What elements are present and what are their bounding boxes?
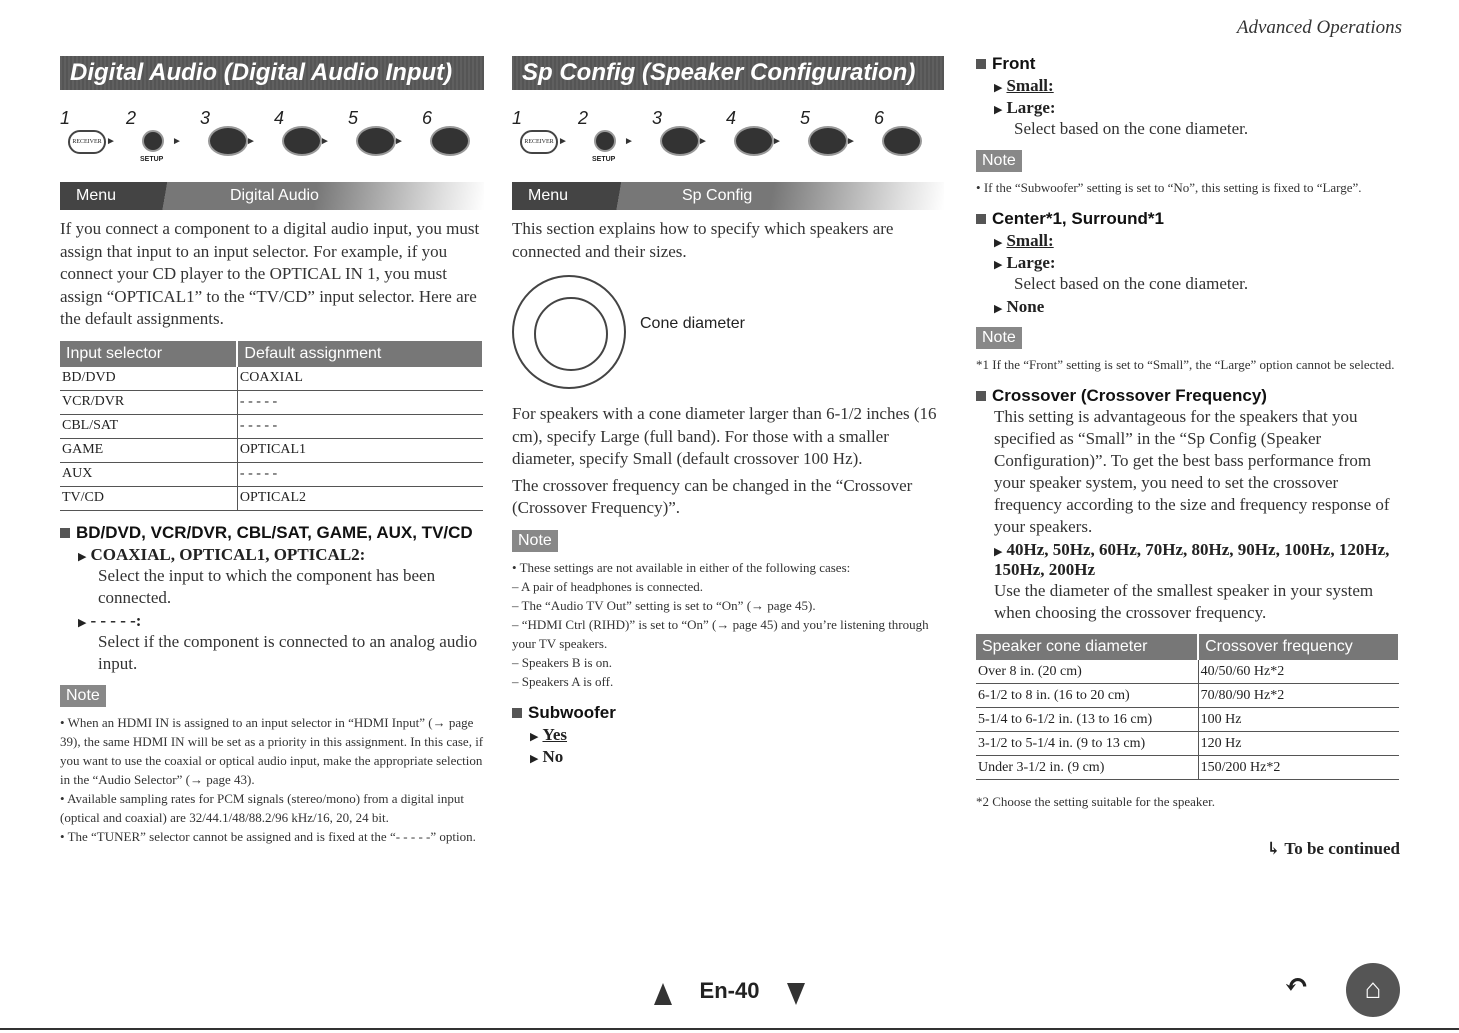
notes-list [512, 558, 944, 691]
table-cell: - - - - - [237, 462, 483, 486]
arrow-icon: ► [624, 136, 634, 147]
step-number: 3 [652, 108, 663, 128]
enter-button-icon [282, 126, 322, 156]
cursor-button-icon [660, 126, 700, 156]
option-item: ▶ Small: [994, 231, 1054, 250]
note-label: Note [60, 685, 106, 707]
previous-page-icon[interactable] [654, 983, 672, 1005]
table-cell: COAXIAL [237, 367, 483, 391]
step-sequence [512, 108, 944, 168]
setup-button-icon [594, 130, 616, 152]
table-cell: OPTICAL2 [237, 486, 483, 510]
step-1 [512, 108, 572, 168]
cursor-button-icon [808, 126, 848, 156]
step-number: 3 [200, 108, 211, 128]
arrow-icon: ► [394, 136, 404, 147]
step-5 [800, 108, 860, 168]
arrow-icon: ► [772, 136, 782, 147]
table-cell: AUX [60, 462, 237, 486]
square-bullet-icon [976, 214, 986, 224]
note-label: Note [976, 150, 1022, 172]
step-number: 6 [422, 108, 433, 128]
menu-label: Menu [528, 187, 569, 204]
page-divider [0, 1028, 1459, 1030]
column-speaker-options [976, 56, 1400, 859]
step-number: 5 [800, 108, 811, 128]
arrow-icon: ► [846, 136, 856, 147]
page-section-title: Advanced Operations [1236, 17, 1402, 38]
square-bullet-icon [976, 59, 986, 69]
column-sp-config [512, 56, 944, 767]
triangle-icon: ▶ [78, 550, 87, 563]
arrow-icon: ► [320, 136, 330, 147]
menu-path-bar [512, 182, 944, 210]
enter-button-icon [734, 126, 774, 156]
step-number: 1 [512, 108, 523, 128]
triangle-icon: ▶ [78, 616, 87, 629]
triangle-icon: ▶ [530, 752, 539, 765]
home-icon[interactable]: ⌂ [1346, 963, 1400, 1017]
table-row [976, 660, 1399, 684]
enter-button-icon [882, 126, 922, 156]
step-4 [274, 108, 334, 168]
square-bullet-icon [60, 528, 70, 538]
table-row [60, 438, 483, 462]
table-header: Input selector [60, 341, 237, 367]
note-item: • When an HDMI IN is assigned to an input selector in “HDMI Input” (→ page 39), the same HDMI IN will be set as a priority in this assignment. In this case, if you want to use the coaxial or optical audio input, make the appropriate selection in the “Audio Selector” (→ page 43). [60, 714, 484, 787]
note-item: – The “Audio TV Out” setting is set to “On” (→ page 45). [512, 597, 816, 613]
table-row [60, 462, 483, 486]
receiver-button-icon: RECEIVER [68, 130, 106, 154]
step-number: 5 [348, 108, 359, 128]
section-description: This setting is advantageous for the speakers that you specified as “Small” in the “Sp Config (Speaker Configuration)”. To get the best bass performance from your speaker system, you need to set the crossover frequency according to the size and frequency response of your speakers. [994, 407, 1390, 536]
speaker-cone-icon [512, 275, 626, 389]
next-page-icon[interactable] [787, 983, 805, 1005]
table-cell: 150/200 Hz*2 [1198, 756, 1399, 780]
page-number: En-40 [699, 978, 760, 1003]
step-2 [126, 108, 186, 168]
option-description: Select based on the cone diameter. [1014, 119, 1249, 138]
table-cell: 100 Hz [1198, 708, 1399, 732]
table-cell: 40/50/60 Hz*2 [1198, 660, 1399, 684]
section-banner: Digital Audio (Digital Audio Input) [60, 56, 484, 90]
section-heading: Subwoofer [512, 703, 944, 723]
table-cell: VCR/DVR [60, 390, 237, 414]
note-item: – A pair of headphones is connected. [512, 578, 703, 594]
triangle-icon: ▶ [994, 237, 1003, 249]
section-heading: Front [976, 54, 1400, 74]
page-footer [0, 978, 1459, 1005]
table-cell: 5-1/4 to 6-1/2 in. (13 to 16 cm) [976, 708, 1198, 732]
step-3 [652, 108, 712, 168]
table-cell: Over 8 in. (20 cm) [976, 660, 1198, 684]
option-item: ▶ Large: [994, 253, 1056, 272]
column-digital-audio [60, 56, 484, 846]
assignment-table [60, 341, 484, 511]
setup-button-icon [142, 130, 164, 152]
table-row [60, 414, 483, 438]
table-cell: - - - - - [237, 390, 483, 414]
receiver-button-icon: RECEIVER [520, 130, 558, 154]
intro-paragraph: This section explains how to specify which speakers are connected and their sizes. [512, 219, 894, 261]
option-item: ▶ - - - - -: [78, 610, 142, 630]
table-cell: TV/CD [60, 486, 237, 510]
triangle-icon: ▶ [994, 259, 1003, 271]
table-row [60, 390, 483, 414]
table-cell: 70/80/90 Hz*2 [1198, 684, 1399, 708]
table-cell: 6-1/2 to 8 in. (16 to 20 cm) [976, 684, 1198, 708]
triangle-icon: ▶ [994, 82, 1003, 94]
table-header: Crossover frequency [1198, 634, 1399, 660]
speaker-diagram [512, 275, 944, 395]
note-item: • These settings are not available in either of the following cases: [512, 559, 851, 575]
step-sequence [60, 108, 484, 168]
step-number: 1 [60, 108, 71, 128]
note-item: *1 If the “Front” setting is set to “Small”, the “Large” option cannot be selected. [976, 357, 1395, 372]
option-item: ▶ Yes [530, 724, 568, 744]
step-5 [348, 108, 408, 168]
note-item: • If the “Subwoofer” setting is set to “No”, this setting is fixed to “Large”. [976, 180, 1362, 195]
note-item: – Speakers B is on. [512, 654, 613, 670]
menu-label: Menu [76, 187, 117, 204]
section-heading: Center*1, Surround*1 [976, 209, 1400, 229]
option-description: Select based on the cone diameter. [1014, 274, 1249, 293]
cone-diameter-label: Cone diameter [640, 315, 745, 332]
notes-list [60, 713, 484, 846]
triangle-icon: ▶ [994, 104, 1003, 116]
table-cell: - - - - - [237, 414, 483, 438]
footnote: *2 Choose the setting suitable for the speaker. [976, 794, 1216, 809]
note-item: – “HDMI Ctrl (RIHD)” is set to “On” (→ page 45) and you’re listening through your TV speakers. [512, 616, 929, 651]
arrow-icon: ► [558, 136, 568, 147]
continued-label: ↳ To be continued [1266, 839, 1400, 858]
body-paragraph: For speakers with a cone diameter larger than 6-1/2 inches (16 cm), specify Large (full band). For those with a smaller diameter, specify Small (default crossover 100 Hz). [512, 404, 937, 468]
option-item: ▶ None [994, 297, 1045, 316]
table-cell: 120 Hz [1198, 732, 1399, 756]
arrow-icon: ► [246, 136, 256, 147]
cursor-button-icon [208, 126, 248, 156]
note-item: • Available sampling rates for PCM signals (stereo/mono) from a digital input (optical and coaxial) are 32/44.1/48/88.2/96 kHz/16, 20, 24 bit. [60, 790, 464, 825]
table-row [60, 486, 483, 510]
section-heading: BD/DVD, VCR/DVR, CBL/SAT, GAME, AUX, TV/CD [60, 523, 484, 543]
option-description: Select the input to which the component has been connected. [98, 565, 436, 607]
triangle-icon: ▶ [994, 303, 1003, 315]
back-icon[interactable]: ↶ [1284, 969, 1310, 1002]
section-banner: Sp Config (Speaker Configuration) [512, 56, 944, 90]
step-number: 4 [726, 108, 737, 128]
table-cell: BD/DVD [60, 367, 237, 391]
step-2 [578, 108, 638, 168]
setup-label: SETUP [592, 156, 616, 163]
option-description: Select if the component is connected to an analog audio input. [98, 631, 478, 673]
note-item: – Speakers A is off. [512, 673, 614, 689]
option-item: ▶ COAXIAL, OPTICAL1, OPTICAL2: [78, 544, 366, 564]
notes-list [976, 792, 1400, 811]
table-cell: GAME [60, 438, 237, 462]
continue-arrow-icon: ↳ [1266, 839, 1281, 858]
table-row [976, 732, 1399, 756]
notes-list [976, 178, 1400, 197]
step-1 [60, 108, 120, 168]
table-header: Speaker cone diameter [976, 634, 1198, 660]
table-cell: CBL/SAT [60, 414, 237, 438]
setup-label: SETUP [140, 156, 164, 163]
table-cell: 3-1/2 to 5-1/4 in. (9 to 13 cm) [976, 732, 1198, 756]
step-number: 4 [274, 108, 285, 128]
table-cell: OPTICAL1 [237, 438, 483, 462]
table-row [60, 367, 483, 391]
option-item: ▶ Small: [994, 76, 1054, 95]
table-row [976, 708, 1399, 732]
step-number: 2 [578, 108, 589, 128]
crossover-table [976, 634, 1400, 780]
notes-list [976, 355, 1400, 374]
option-item: ▶ Large: [994, 98, 1056, 117]
arrow-icon: ► [106, 136, 116, 147]
section-heading: Crossover (Crossover Frequency) [976, 386, 1400, 406]
table-row [976, 756, 1399, 780]
section-description: Use the diameter of the smallest speaker in your system when choosing the crossover frequency. [994, 581, 1374, 622]
option-item: ▶ No [530, 746, 564, 766]
square-bullet-icon [976, 391, 986, 401]
note-label: Note [976, 327, 1022, 349]
table-row [976, 684, 1399, 708]
cursor-button-icon [356, 126, 396, 156]
body-paragraph: The crossover frequency can be changed in the “Crossover (Crossover Frequency)”. [512, 475, 913, 517]
step-6 [874, 108, 934, 168]
step-4 [726, 108, 786, 168]
intro-paragraph: If you connect a component to a digital audio input, you must assign that input to an input selector. For example, if you connect your CD player to the OPTICAL IN 1, you must assign “OPTICAL1” to the “TV/CD” input selector. Here are the default assignments. [60, 219, 480, 328]
step-6 [422, 108, 482, 168]
step-3 [200, 108, 260, 168]
arrow-icon: ► [172, 136, 182, 147]
option-item: ▶ 40Hz, 50Hz, 60Hz, 70Hz, 80Hz, 90Hz, 100Hz, 120Hz, 150Hz, 200Hz [994, 540, 1390, 579]
menu-path-bar [60, 182, 484, 210]
arrow-icon: ► [698, 136, 708, 147]
table-cell: Under 3-1/2 in. (9 cm) [976, 756, 1198, 780]
menu-item-label: Digital Audio [230, 187, 319, 204]
note-label: Note [512, 530, 558, 552]
menu-item-label: Sp Config [682, 187, 753, 204]
triangle-icon: ▶ [994, 546, 1003, 558]
triangle-icon: ▶ [530, 730, 539, 743]
cursor-button-icon [430, 126, 470, 156]
note-item: • The “TUNER” selector cannot be assigned and is fixed at the “- - - - -” option. [60, 828, 476, 844]
table-header: Default assignment [237, 341, 483, 367]
square-bullet-icon [512, 708, 522, 718]
step-number: 6 [874, 108, 885, 128]
step-number: 2 [126, 108, 137, 128]
